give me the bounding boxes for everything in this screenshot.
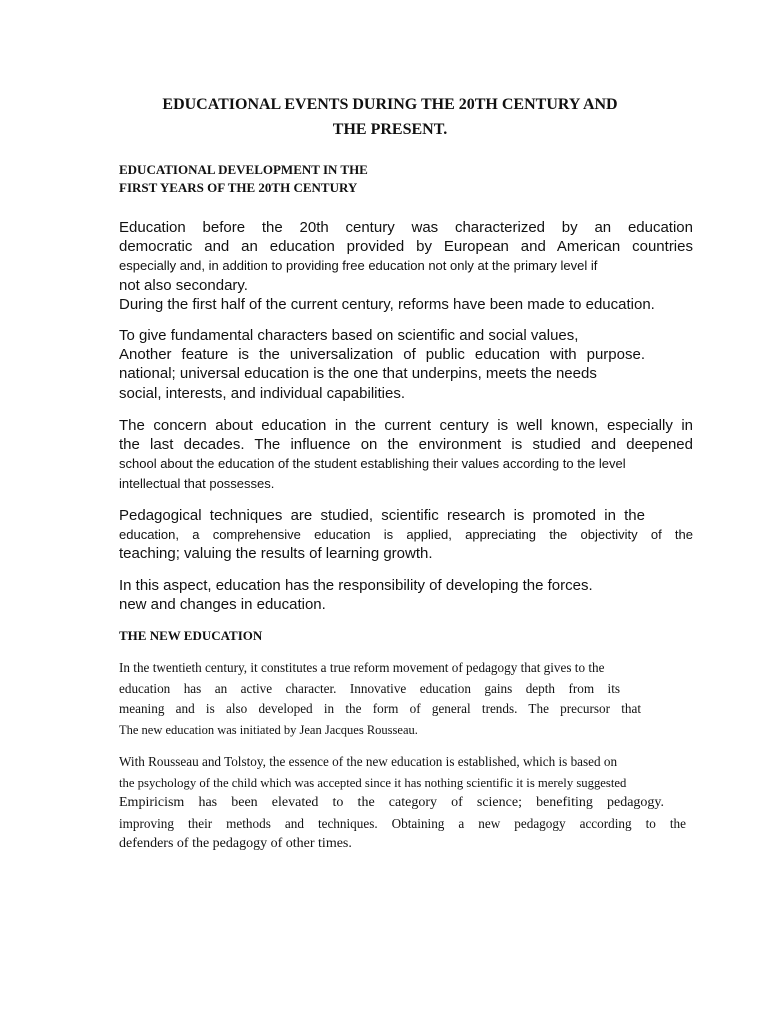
- text-line: the psychology of the child which was accepted since it has nothing scientific it is merely suggested: [119, 775, 627, 790]
- document-title: [110, 92, 670, 142]
- text-line: Empiricism has been elevated to the category of science; benefiting pedagogy.: [119, 795, 664, 810]
- text-line: The concern about education in the current century is well known, especially in: [119, 417, 693, 434]
- section-heading-educational-development: [119, 161, 368, 197]
- text-line: the last decades. The influence on the environment is studied and deepened: [119, 436, 693, 454]
- text-line: defenders of the pedagogy of other times.: [119, 836, 352, 851]
- text-line: social, interests, and individual capabilities.: [119, 384, 405, 402]
- text-line: national; universal education is the one that underpins, meets the needs: [119, 365, 597, 383]
- paragraph: [119, 326, 693, 403]
- text-line: education has an active character. Innovative education gains depth from its: [119, 680, 620, 696]
- paragraph: [119, 506, 693, 564]
- text-line: The new education was initiated by Jean Jacques Rousseau.: [119, 722, 418, 737]
- paragraph: [119, 416, 693, 493]
- text-line: To give fundamental characters based on scientific and social values,: [119, 327, 579, 344]
- paragraph: [119, 576, 693, 614]
- text-line: not also secondary.: [119, 276, 248, 294]
- text-line: meaning and is also developed in the form of general trends. The precursor that: [119, 701, 641, 716]
- title-line: EDUCATIONAL EVENTS DURING THE 20TH CENTURY AND: [162, 96, 618, 113]
- text-line: In the twentieth century, it constitutes a true reform movement of pedagogy that gives to the: [119, 660, 605, 675]
- text-line: teaching; valuing the results of learning growth.: [119, 545, 433, 563]
- title-line: THE PRESENT.: [332, 121, 448, 138]
- text-line: Pedagogical techniques are studied, scientific research is promoted in the: [119, 507, 645, 524]
- text-line: new and changes in education.: [119, 596, 326, 614]
- text-line: especially and, in addition to providing free education not only at the primary level if: [119, 258, 598, 274]
- text-line: intellectual that possesses.: [119, 475, 275, 491]
- text-line: Another feature is the universalization of public education with purpose.: [119, 346, 645, 364]
- heading-line: FIRST YEARS OF THE 20TH CENTURY: [119, 180, 358, 195]
- text-line: In this aspect, education has the responsibility of developing the forces.: [119, 577, 593, 594]
- text-line: During the first half of the current century, reforms have been made to education.: [119, 295, 655, 313]
- text-line: improving their methods and techniques. Obtaining a new pedagogy according to the: [119, 815, 686, 831]
- text-line: democratic and an education provided by European and American countries: [119, 238, 693, 256]
- section-heading-new-education: THE NEW EDUCATION: [119, 628, 263, 643]
- paragraph: [119, 218, 693, 314]
- heading-line: EDUCATIONAL DEVELOPMENT IN THE: [119, 162, 368, 177]
- paragraph: [119, 658, 701, 740]
- paragraph: [119, 752, 701, 855]
- text-line: Education before the 20th century was characterized by an education: [119, 219, 693, 236]
- text-line: With Rousseau and Tolstoy, the essence of the new education is established, which is based on: [119, 754, 618, 769]
- text-line: school about the education of the student establishing their values according to the level: [119, 456, 626, 472]
- text-line: education, a comprehensive education is applied, appreciating the objectivity of the: [119, 527, 693, 543]
